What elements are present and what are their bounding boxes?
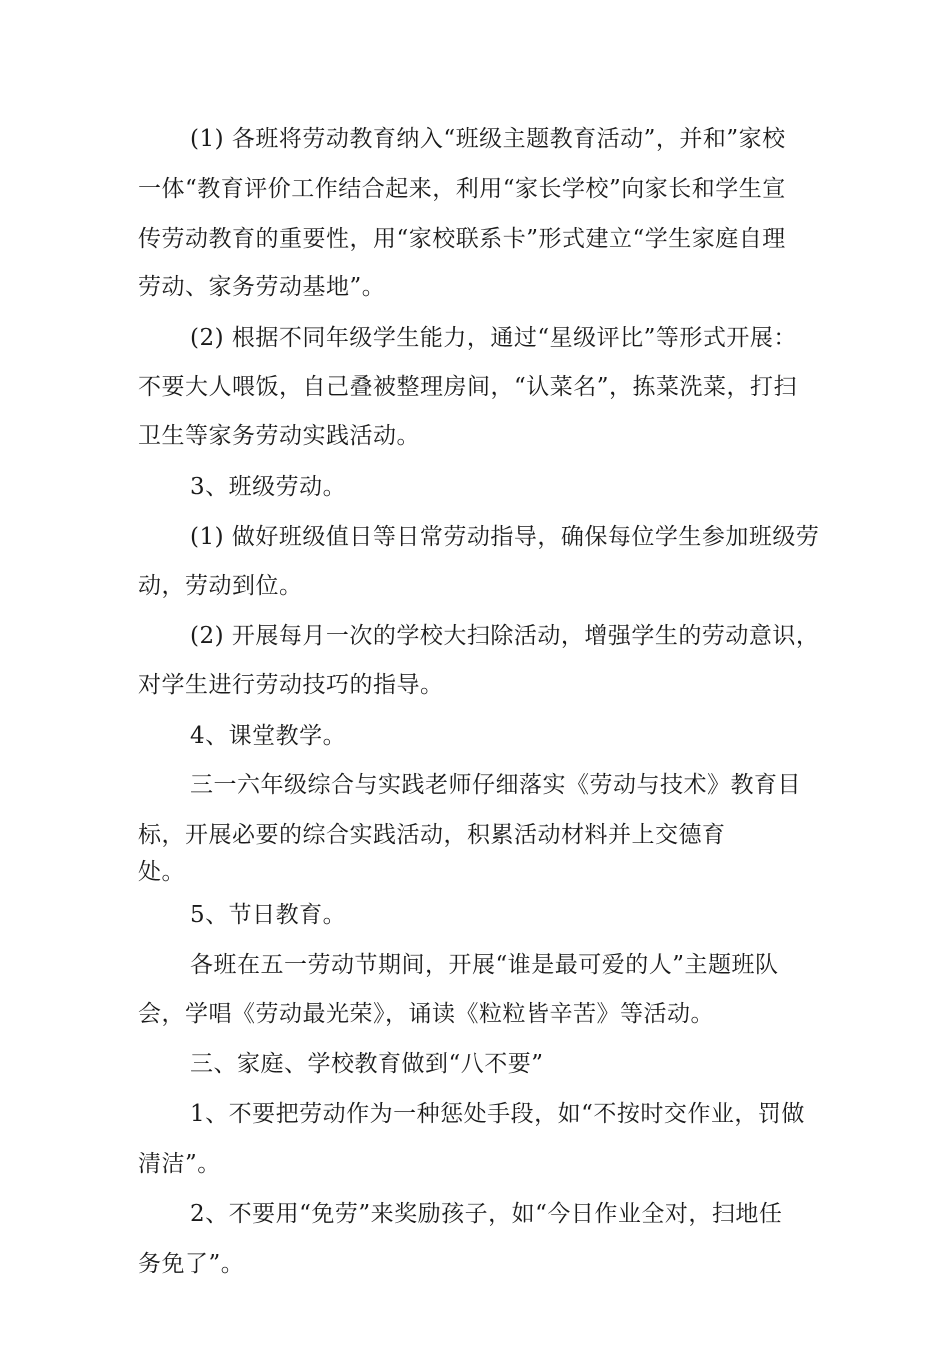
text-line: 不要大人喂饭，自己叠被整理房间，“认菜名”，拣菜洗菜，打扫: [138, 374, 798, 400]
text-line: 处。: [138, 859, 185, 885]
text-line: (1) 做好班级值日等日常劳动指导，确保每位学生参加班级劳: [190, 524, 820, 550]
text-line: (1) 各班将劳动教育纳入“班级主题教育活动”，并和”家校: [190, 126, 786, 152]
section-heading: 3、班级劳动。: [190, 474, 347, 500]
text-line: 2、不要用“免劳”来奖励孩子，如“今日作业全对，扫地任: [190, 1201, 783, 1227]
text-line: 各班在五一劳动节期间，开展“谁是最可爱的人”主题班队: [190, 952, 779, 978]
text-line: 务免了”。: [138, 1251, 245, 1277]
text-line: 传劳动教育的重要性，用“家校联系卡”形式建立“学生家庭自理: [138, 226, 786, 252]
text-line: 卫生等家务劳动实践活动。: [138, 423, 420, 449]
text-line: 三一六年级综合与实践老师仔细落实《劳动与技术》教育目: [190, 772, 801, 798]
section-heading: 三、家庭、学校教育做到“八不要”: [190, 1051, 544, 1077]
text-line: 对学生进行劳动技巧的指导。: [138, 672, 444, 698]
text-line: 一体“教育评价工作结合起来，利用“家长学校”向家长和学生宣: [138, 176, 786, 202]
text-line: (2) 根据不同年级学生能力，通过“星级评比”等形式开展：: [190, 325, 797, 351]
section-heading: 5、节日教育。: [190, 902, 347, 928]
section-heading: 4、课堂教学。: [190, 723, 347, 749]
text-line: 清洁”。: [138, 1151, 221, 1177]
text-line: 会，学唱《劳动最光荣》，诵读《粒粒皆辛苦》等活动。: [138, 1001, 714, 1027]
text-line: 劳动、家务劳动基地”。: [138, 274, 386, 300]
text-line: 动，劳动到位。: [138, 573, 303, 599]
text-line: (2) 开展每月一次的学校大扫除活动，增强学生的劳动意识，: [190, 623, 820, 649]
text-line: 1、不要把劳动作为一种惩处手段，如“不按时交作业，罚做: [190, 1101, 805, 1127]
text-line: 标，开展必要的综合实践活动，积累活动材料并上交德育: [138, 822, 726, 848]
